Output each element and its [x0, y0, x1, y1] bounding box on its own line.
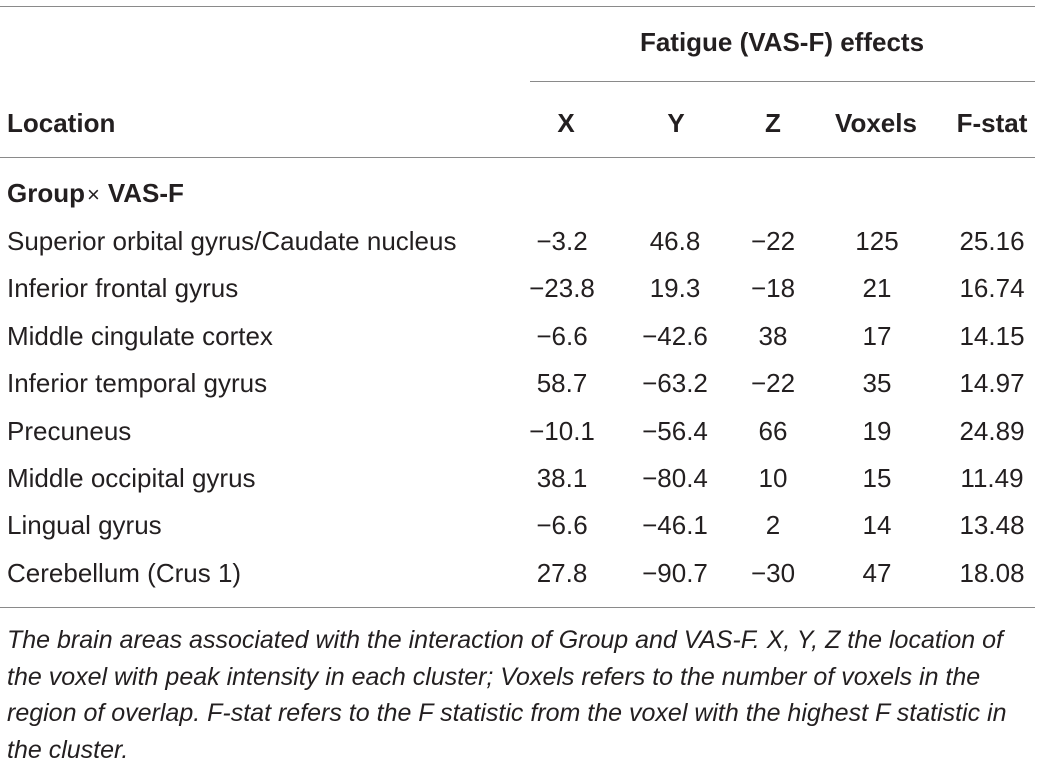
cell-fstat: 14.15: [959, 321, 1025, 351]
cell-voxels: 14: [862, 510, 892, 540]
cell-y: −63.2: [642, 368, 708, 398]
cell-location: Superior orbital gyrus/Caudate nucleus: [7, 226, 457, 256]
cell-z: 10: [758, 463, 788, 493]
times-symbol: ×: [87, 182, 100, 207]
cell-z: −22: [750, 226, 796, 256]
header-rule: [0, 157, 1035, 158]
cell-location: Precuneus: [7, 416, 132, 446]
cell-x: 27.8: [536, 558, 588, 588]
cell-voxels: 21: [862, 273, 892, 303]
cell-location: Middle occipital gyrus: [7, 463, 256, 493]
cell-voxels: 19: [862, 416, 892, 446]
column-header-location: Location: [7, 108, 116, 138]
cell-y: −46.1: [642, 510, 708, 540]
cell-voxels: 15: [862, 463, 892, 493]
column-header-fstat: F-stat: [956, 108, 1028, 138]
column-header-voxels: Voxels: [835, 108, 917, 138]
cell-z: −30: [750, 558, 796, 588]
cell-z: 66: [758, 416, 788, 446]
cell-x: 38.1: [536, 463, 588, 493]
cell-fstat: 18.08: [959, 558, 1025, 588]
cell-location: Inferior frontal gyrus: [7, 273, 239, 303]
cell-y: 46.8: [649, 226, 701, 256]
group-label-b: VAS-F: [107, 178, 184, 208]
cell-y: −90.7: [642, 558, 708, 588]
cell-z: −18: [750, 273, 796, 303]
column-header-z: Z: [765, 108, 781, 138]
cell-location: Lingual gyrus: [7, 510, 162, 540]
cell-fstat: 25.16: [959, 226, 1025, 256]
cell-fstat: 14.97: [959, 368, 1025, 398]
cell-fstat: 11.49: [960, 463, 1024, 493]
cell-voxels: 17: [862, 321, 892, 351]
cell-z: 2: [765, 510, 781, 540]
group-heading: [7, 178, 184, 210]
cell-x: 58.7: [536, 368, 588, 398]
cell-location: Middle cingulate cortex: [7, 321, 273, 351]
cell-y: −80.4: [642, 463, 708, 493]
column-header-y: Y: [667, 108, 685, 138]
cell-x: −10.1: [529, 416, 595, 446]
table-top-rule: [0, 6, 1035, 7]
cell-z: −22: [750, 368, 796, 398]
column-header-x: X: [557, 108, 575, 138]
spanning-header: Fatigue (VAS-F) effects: [639, 27, 925, 57]
cell-location: Inferior temporal gyrus: [7, 368, 268, 398]
cell-x: −23.8: [529, 273, 595, 303]
cell-x: −6.6: [536, 510, 588, 540]
cell-y: −56.4: [642, 416, 708, 446]
cell-fstat: 13.48: [959, 510, 1025, 540]
spanning-header-rule: [530, 81, 1035, 82]
cell-voxels: 47: [862, 558, 892, 588]
cell-fstat: 24.89: [959, 416, 1025, 446]
cell-x: −3.2: [536, 226, 588, 256]
table-footnote: The brain areas associated with the interaction of Group and VAS-F. X, Y, Z the location of the voxel with peak intensity in each cluster; Voxels refers to the number of voxels in the region of overlap. F-stat refers to the F statistic from the voxel with the highest F statistic in the cluster.: [7, 626, 1007, 764]
cell-voxels: 35: [862, 368, 892, 398]
cell-voxels: 125: [855, 226, 899, 256]
table-bottom-rule: [0, 607, 1035, 608]
cell-fstat: 16.74: [959, 273, 1025, 303]
cell-y: 19.3: [649, 273, 701, 303]
cell-x: −6.6: [536, 321, 588, 351]
cell-z: 38: [758, 321, 788, 351]
cell-location: Cerebellum (Crus 1): [7, 558, 242, 588]
cell-y: −42.6: [642, 321, 708, 351]
group-label-a: Group: [7, 178, 85, 208]
